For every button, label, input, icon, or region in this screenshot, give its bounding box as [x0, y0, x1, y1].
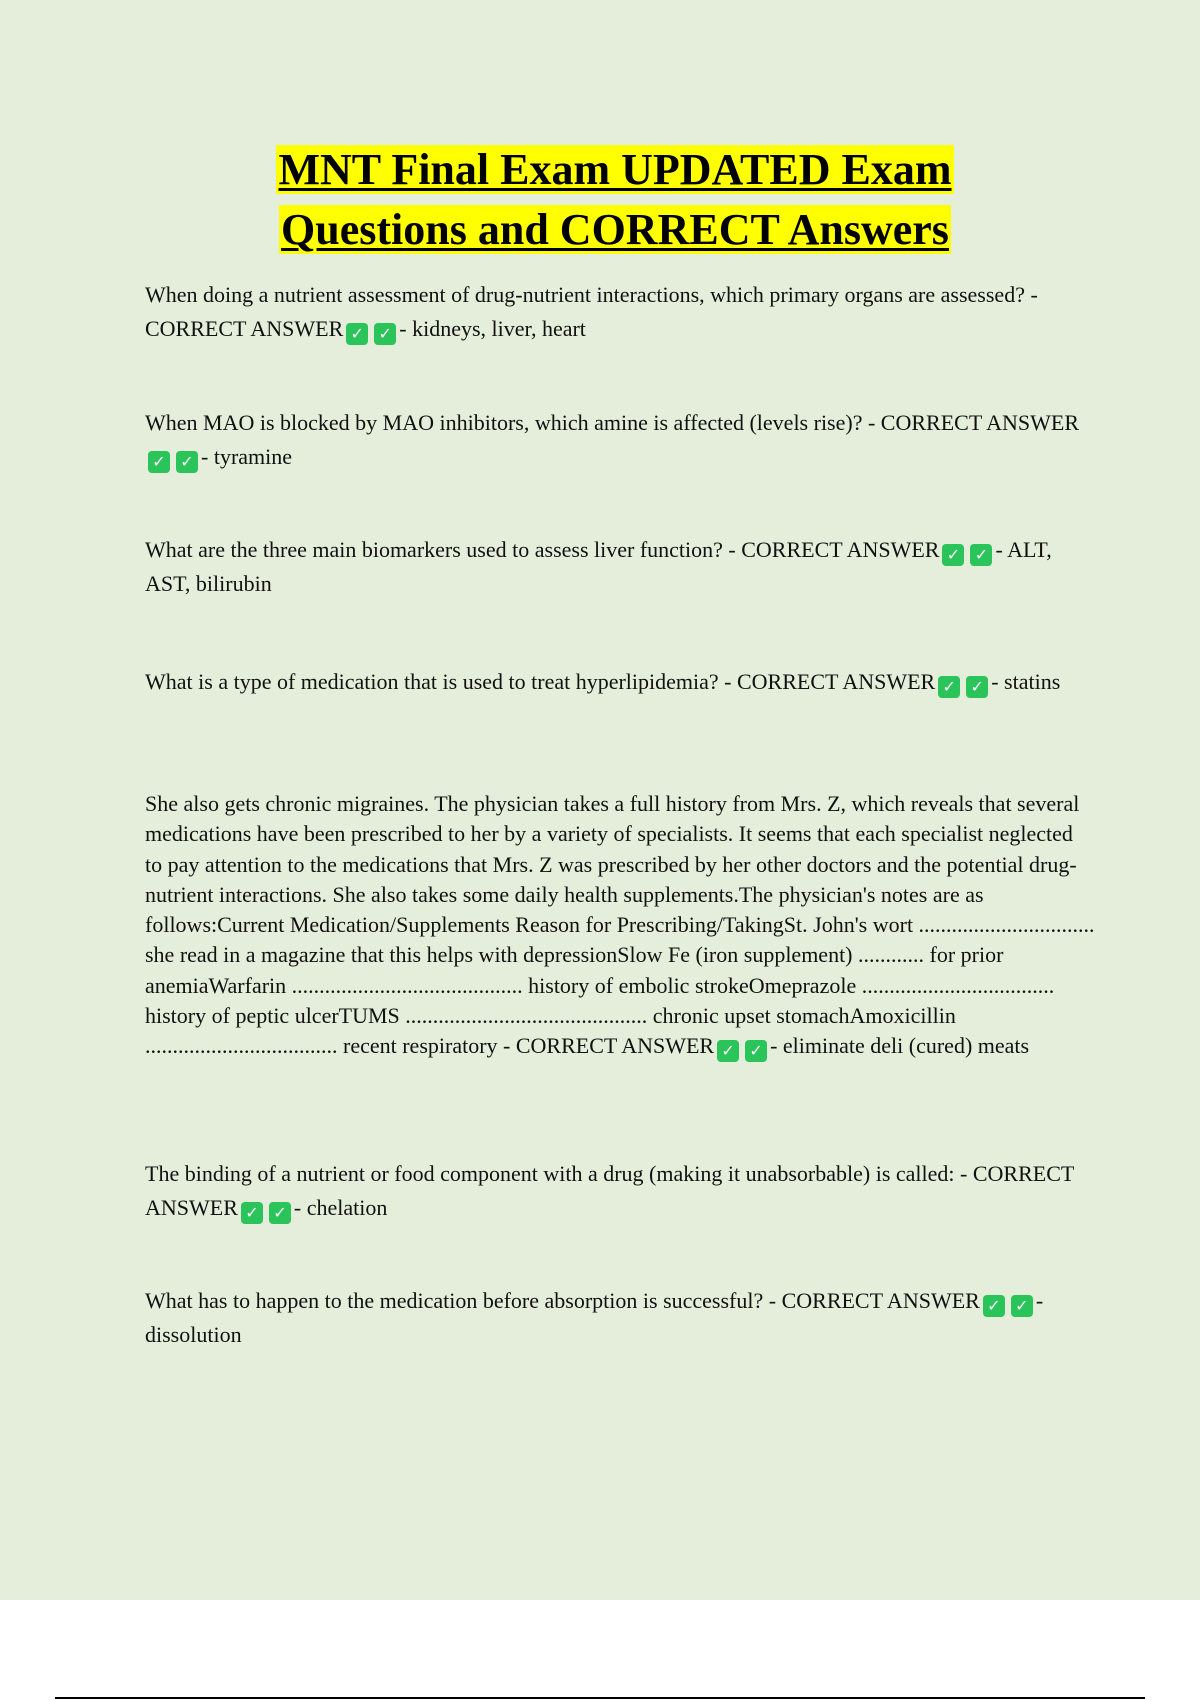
- qa-item-7: [145, 1284, 1095, 1352]
- answer-text: - chelation: [293, 1195, 388, 1220]
- check-mark-icon: ✓: [374, 323, 396, 345]
- answer-text: - statins: [991, 669, 1061, 694]
- answer-text: - dissolution: [145, 1288, 1044, 1347]
- qa-item-3: [145, 533, 1095, 601]
- check-mark-icon: ✓: [942, 544, 964, 566]
- question-text: What is a type of medication that is used to treat hyperlipidemia? - CORRECT ANSWER: [145, 669, 936, 694]
- check-mark-icon: ✓: [970, 544, 992, 566]
- question-text: When doing a nutrient assessment of drug-nutrient interactions, which primary organs are assessed? - CORRECT ANSWER: [145, 282, 1038, 341]
- title-line-2: Questions and CORRECT Answers: [281, 205, 949, 254]
- qa-item-6: [145, 1157, 1095, 1225]
- question-text: What are the three main biomarkers used to assess liver function? - CORRECT ANSWER: [145, 537, 940, 562]
- check-mark-icon: ✓: [241, 1202, 263, 1224]
- question-text: The binding of a nutrient or food component with a drug (making it unabsorbable) is called: - CORRECT ANSWER: [145, 1161, 1074, 1220]
- check-mark-icon: ✓: [346, 323, 368, 345]
- question-text: She also gets chronic migraines. The physician takes a full history from Mrs. Z, which reveals that several medications have been prescribed to her by a variety of specialists. It seems that each specialist neglected to pay attention to the medications that Mrs. Z was prescribed by her other doctors and the potential drug-nutrient interactions. She also takes some daily health supplements.The physician's notes are as follows:Current Medication/Supplements Reason for Prescribing/TakingSt. John's wort ................................ she read in a magazine that this helps with depressionSlow Fe (iron supplement) ............ for prior anemiaWarfarin .......................................... history of embolic strokeOmeprazole ................................... history of peptic ulcerTUMS ............................................ chronic upset stomachAmoxicillin ................................... recent respiratory - CORRECT ANSWER: [145, 791, 1095, 1059]
- check-mark-icon: ✓: [966, 676, 988, 698]
- check-mark-icon: ✓: [1011, 1295, 1033, 1317]
- page-title: [145, 140, 1085, 260]
- qa-item-5: [145, 789, 1095, 1062]
- question-text: What has to happen to the medication before absorption is successful? - CORRECT ANSWER: [145, 1288, 980, 1313]
- check-mark-icon: ✓: [717, 1040, 739, 1062]
- check-mark-icon: ✓: [148, 451, 170, 473]
- qa-item-2: [145, 406, 1095, 474]
- check-mark-icon: ✓: [269, 1202, 291, 1224]
- check-mark-icon: ✓: [983, 1295, 1005, 1317]
- answer-text: - eliminate deli (cured) meats: [770, 1033, 1030, 1059]
- qa-item-1: [145, 278, 1095, 346]
- check-mark-icon: ✓: [745, 1040, 767, 1062]
- question-text: When MAO is blocked by MAO inhibitors, which amine is affected (levels rise)? - CORRECT ANSWER: [145, 410, 1080, 435]
- qa-item-4: [145, 665, 1095, 699]
- title-line-1: MNT Final Exam UPDATED Exam: [278, 145, 952, 194]
- answer-text: - tyramine: [201, 444, 293, 469]
- check-mark-icon: ✓: [176, 451, 198, 473]
- check-mark-icon: ✓: [938, 676, 960, 698]
- answer-text: - ALT, AST, bilirubin: [145, 537, 1052, 596]
- footer-divider: [55, 1697, 1145, 1699]
- answer-text: - kidneys, liver, heart: [399, 316, 586, 341]
